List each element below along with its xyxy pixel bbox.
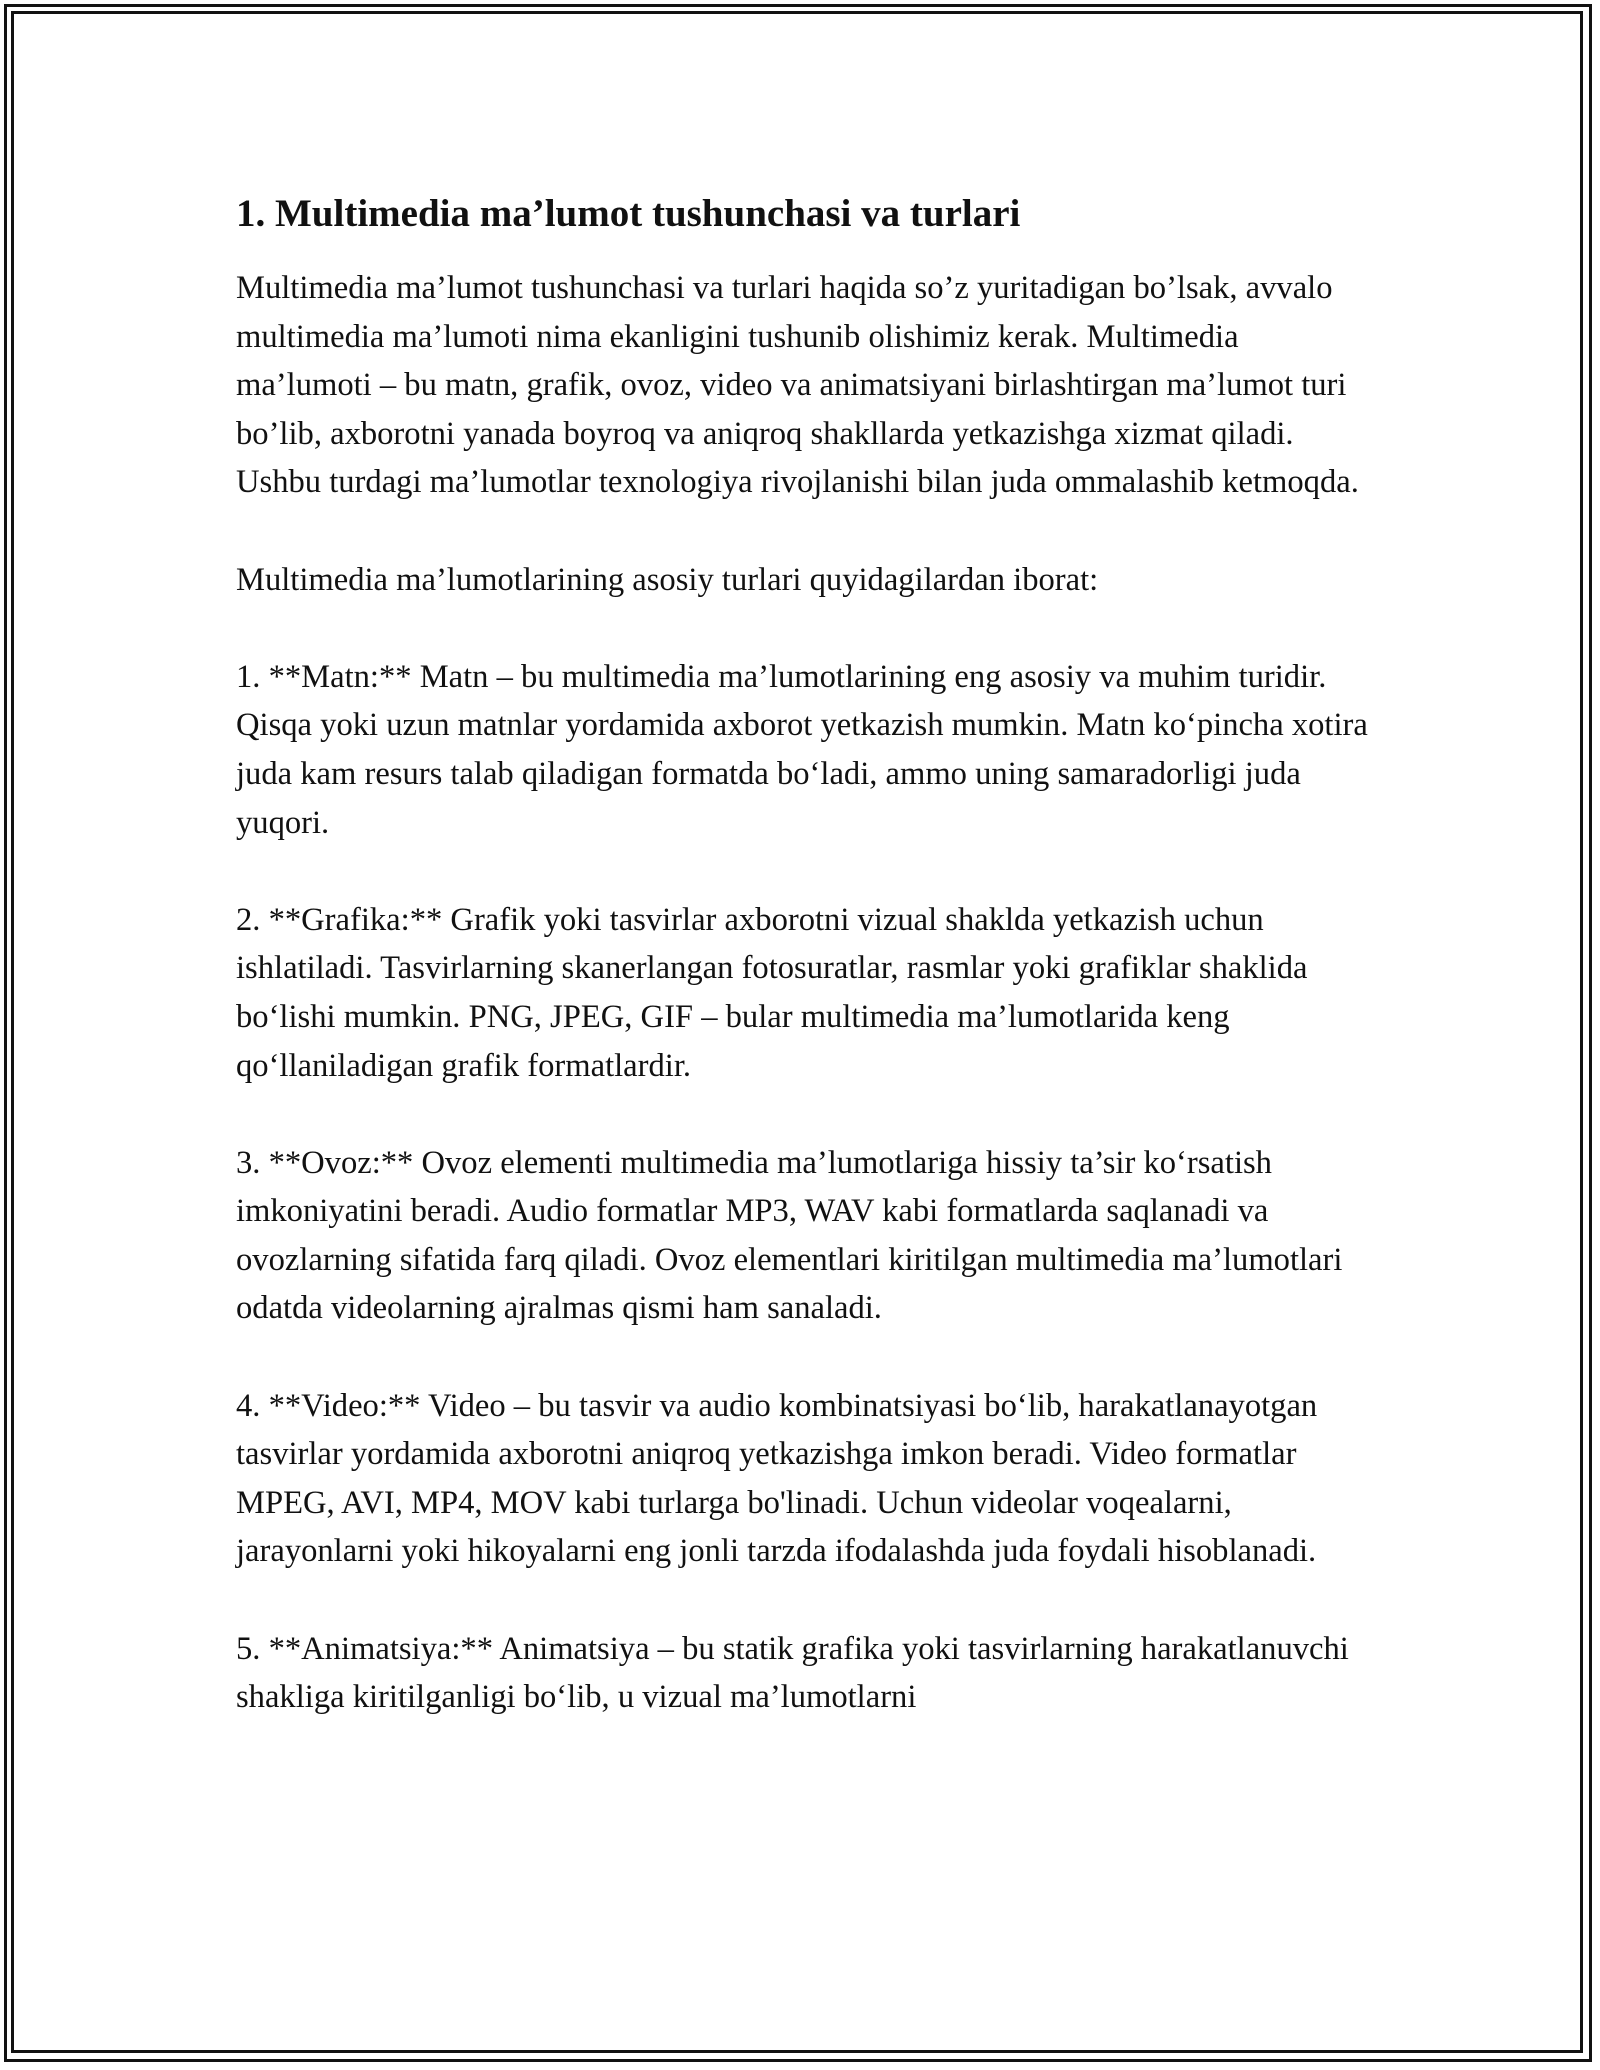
paragraph-types-lead: Multimedia ma’lumotlarining asosiy turlari quyidagilardan iborat: [236,561,1099,598]
paragraph-intro: Multimedia ma’lumot tushunchasi va turlari haqida so’z yuritadigan bo’lsak, avvalo multimedia ma’lumoti nima ekanligini tushunib olishimiz kerak. Multimedia ma’lumoti – bu matn, grafik, ovoz, video va animatsiyani birlashtirgan ma’lumot turi bo’lib, axborotni yanada boyroq va aniqroq shakllarda yetkazishga xizmat qiladi. Ushbu turdagi ma’lumotlar texnologiya rivojlanishi bilan juda ommalashib ketmoqda. [236,270,1359,501]
paragraph-audio-type: 3. **Ovoz:** Ovoz elementi multimedia ma’lumotlariga hissiy ta’sir ko‘rsatish imkoniyatini beradi. Audio formatlar MP3, WAV kabi formatlarda saqlanadi va ovozlarning sifatida farq qiladi. Ovoz elementlari kiritilgan multimedia ma’lumotlari odatda videolarning ajralmas qismi ham sanaladi. [236,1144,1343,1327]
section-heading: 1. Multimedia ma’lumot tushunchasi va turlari [236,192,1021,235]
paragraph-animation-type: 5. **Animatsiya:** Animatsiya – bu statik grafika yoki tasvirlarning harakatlanuvchi shakliga kiritilganligi bo‘lib, u vizual ma’lumotlarni [236,1630,1349,1716]
document-body [236,186,1376,1770]
paragraph-graphics-type: 2. **Grafika:** Grafik yoki tasvirlar axborotni vizual shaklda yetkazish uchun ishlatiladi. Tasvirlarning skanerlangan fotosuratlar, rasmlar yoki grafiklar shaklida bo‘lishi mumkin. PNG, JPEG, GIF – bular multimedia ma’lumotlarida keng qo‘llaniladigan grafik formatlardir. [236,901,1308,1084]
paragraph-text-type: 1. **Matn:** Matn – bu multimedia ma’lumotlarining eng asosiy va muhim turidir. Qisqa yoki uzun matnlar yordamida axborot yetkazish mumkin. Matn ko‘pincha xotira juda kam resurs talab qiladigan formatda bo‘ladi, ammo uning samaradorligi juda yuqori. [236,658,1368,841]
paragraph-video-type: 4. **Video:** Video – bu tasvir va audio kombinatsiyasi bo‘lib, harakatlanayotgan tasvirlar yordamida axborotni aniqroq yetkazishga imkon beradi. Video formatlar MPEG, AVI, MP4, MOV kabi turlarga bo'linadi. Uchun videolar voqealarni, jarayonlarni yoki hikoyalarni eng jonli tarzda ifodalashda juda foydali hisoblanadi. [236,1387,1318,1570]
